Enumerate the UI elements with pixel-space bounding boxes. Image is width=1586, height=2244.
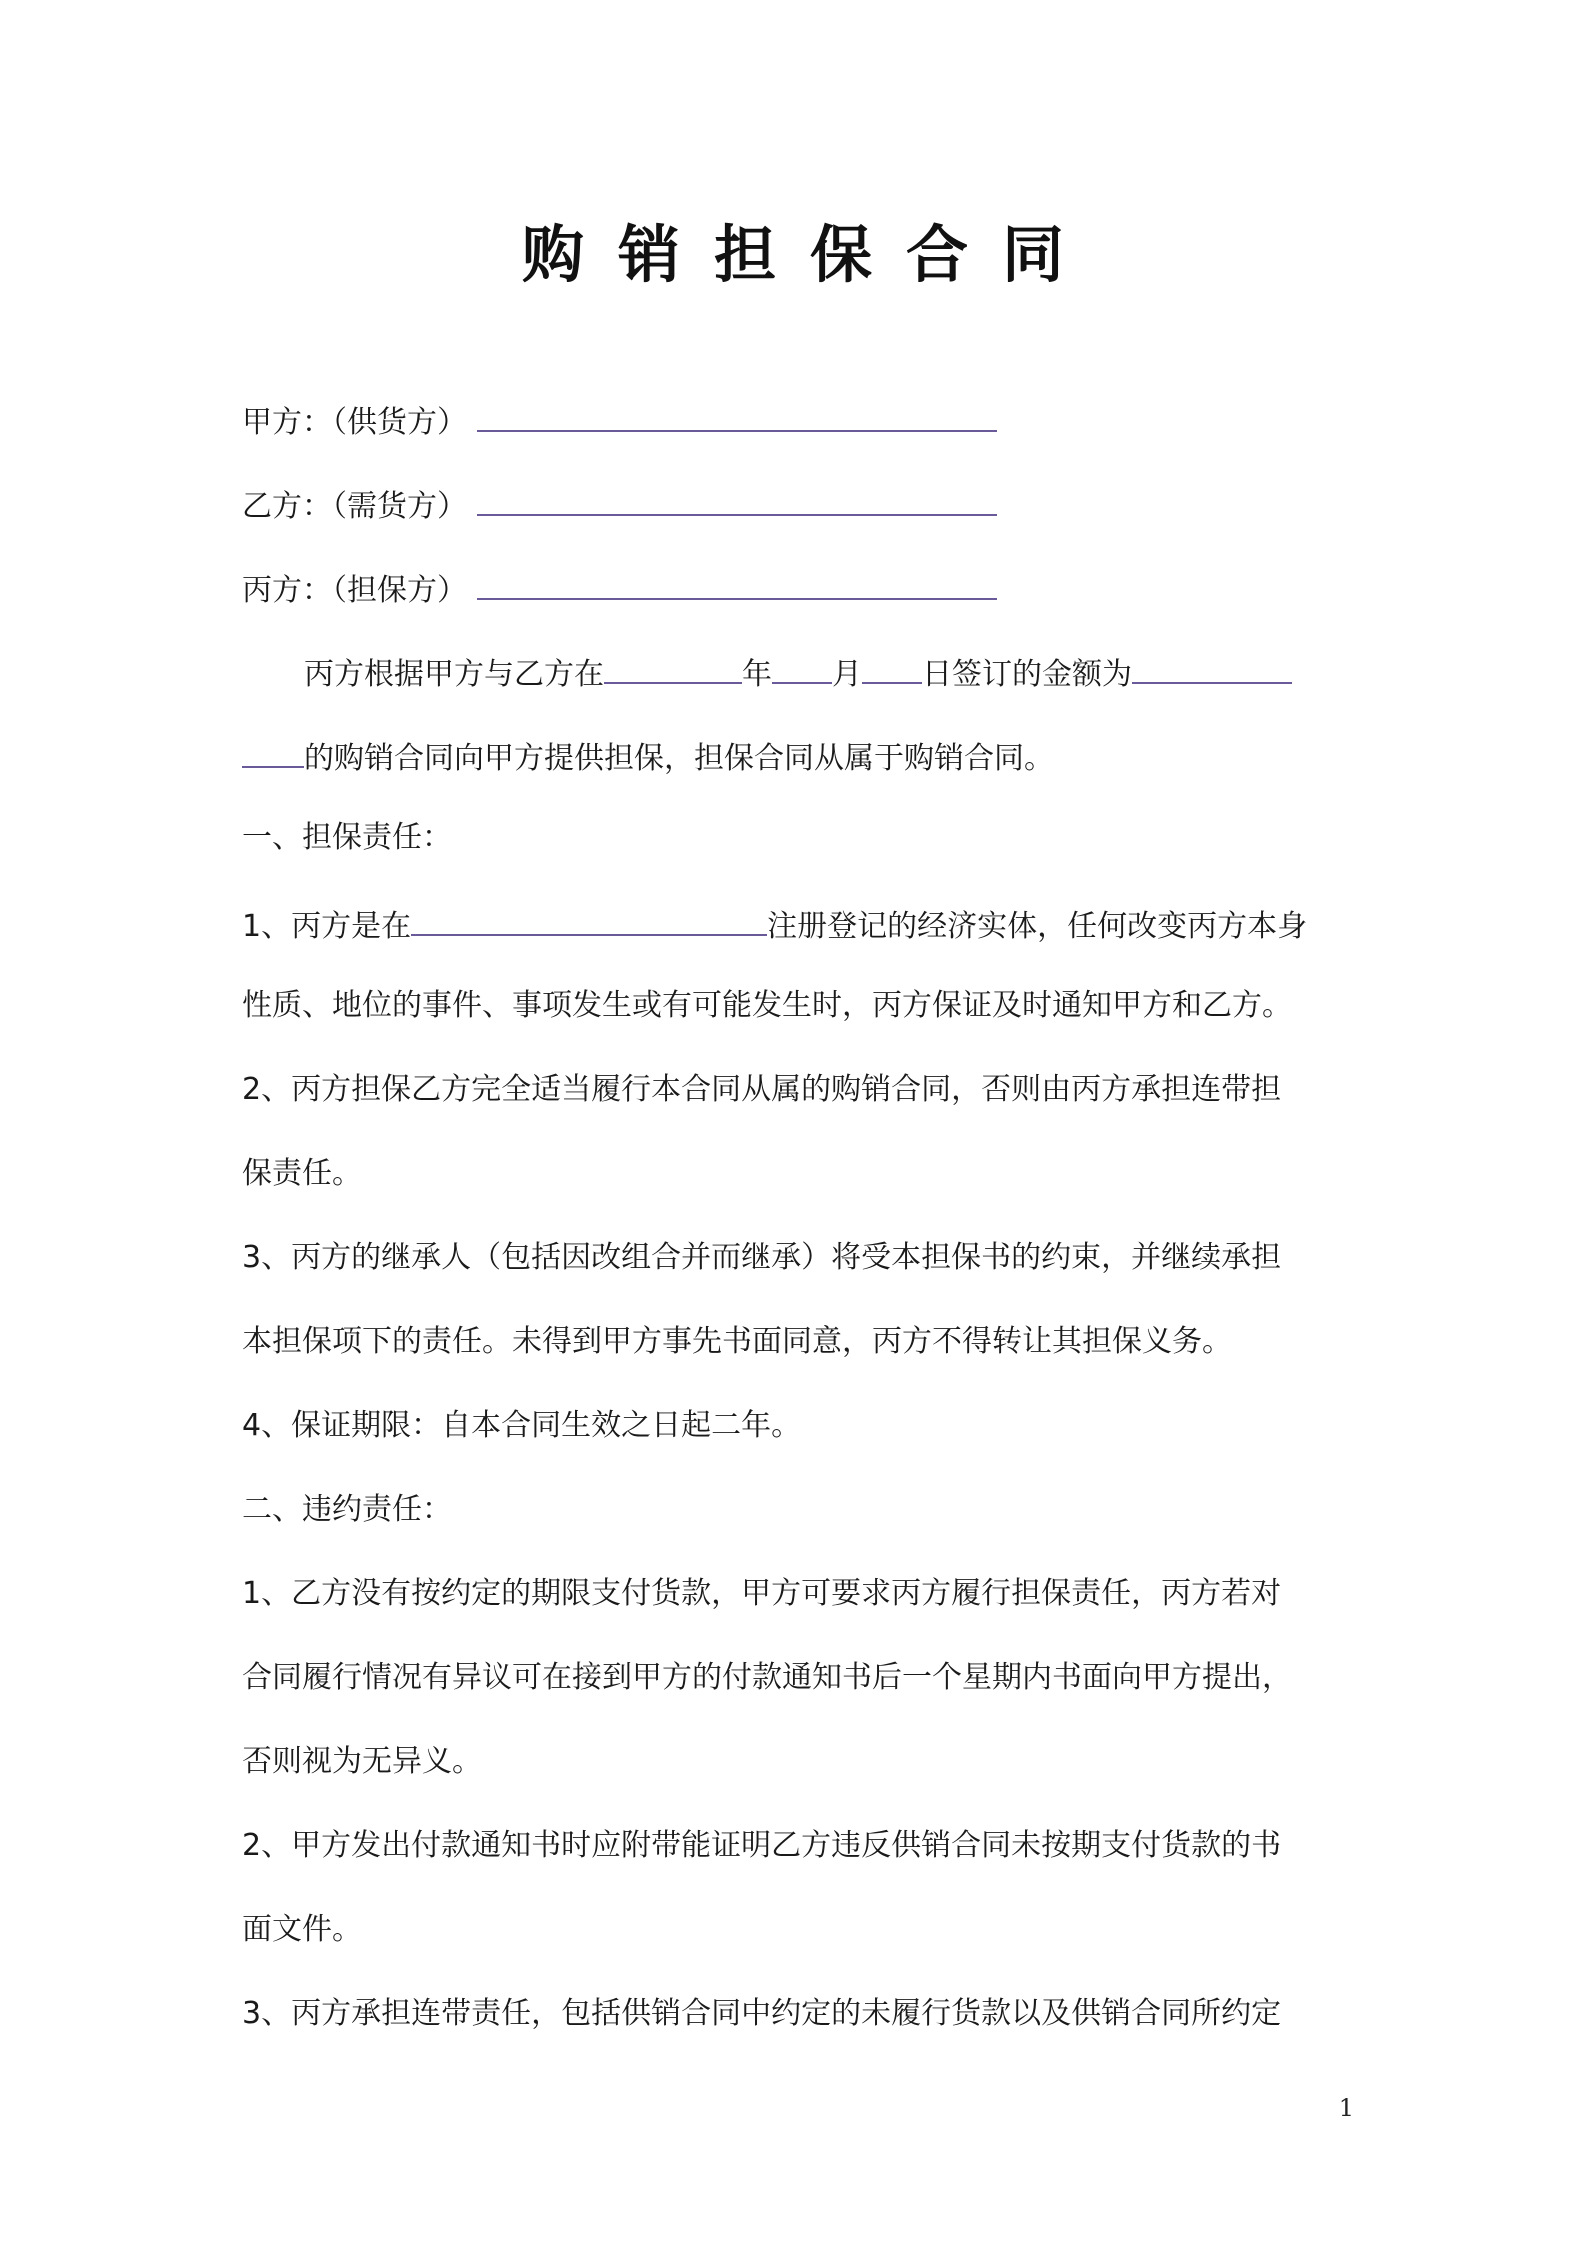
clause-1-2-line-1: 2、丙方担保乙方完全适当履行本合同从属的购销合同，否则由丙方承担连带担 xyxy=(242,1072,1282,1107)
clause-1-3-line-2: 本担保项下的责任。未得到甲方事先书面同意，丙方不得转让其担保义务。 xyxy=(242,1324,1232,1359)
clause-1-4: 4、保证期限：自本合同生效之日起二年。 xyxy=(242,1408,802,1443)
clause-1-3-line-1: 3、丙方的继承人（包括因改组合并而继承）将受本担保书的约束，并继续承担 xyxy=(242,1240,1282,1275)
clause-1-1-text-b: 注册登记的经济实体，任何改变丙方本身 xyxy=(767,909,1308,944)
year-label: 年 xyxy=(742,657,772,692)
party-b-line xyxy=(242,482,1354,527)
party-c-label: 丙方：（担保方） xyxy=(242,573,467,608)
registration-place-blank[interactable] xyxy=(411,902,767,936)
clause-1-1-text-a: 1、丙方是在 xyxy=(242,909,412,944)
date-month-blank[interactable] xyxy=(772,650,832,684)
amount-blank[interactable] xyxy=(1132,650,1292,684)
clause-2-2-line-2: 面文件。 xyxy=(242,1912,362,1947)
party-a-blank[interactable] xyxy=(477,398,997,432)
clause-1-1-line-2: 性质、地位的事件、事项发生或有可能发生时，丙方保证及时通知甲方和乙方。 xyxy=(242,988,1292,1023)
party-b-blank[interactable] xyxy=(477,482,997,516)
clause-2-3-line-1: 3、丙方承担连带责任，包括供销合同中约定的未履行货款以及供销合同所约定 xyxy=(242,1996,1282,2031)
document-title: 购销担保合同 xyxy=(521,218,1098,291)
clause-2-1-line-3: 否则视为无异义。 xyxy=(242,1744,482,1779)
party-c-blank[interactable] xyxy=(477,566,997,600)
section-2-heading: 二、违约责任： xyxy=(242,1492,452,1527)
clause-2-1-line-2: 合同履行情况有异议可在接到甲方的付款通知书后一个星期内书面向甲方提出， xyxy=(242,1660,1292,1695)
clause-1-1-line-1 xyxy=(242,902,1354,947)
intro-line-2 xyxy=(242,734,1354,779)
amount-blank-continued[interactable] xyxy=(242,734,304,768)
section-1-heading: 一、担保责任： xyxy=(242,820,452,855)
party-b-label: 乙方：（需货方） xyxy=(242,489,467,524)
day-label: 日签订的金额为 xyxy=(922,657,1132,692)
month-label: 月 xyxy=(832,657,862,692)
clause-2-1-line-1: 1、乙方没有按约定的期限支付货款，甲方可要求丙方履行担保责任，丙方若对 xyxy=(242,1576,1282,1611)
date-day-blank[interactable] xyxy=(862,650,922,684)
intro-text-2: 的购销合同向甲方提供担保，担保合同从属于购销合同。 xyxy=(304,741,1054,776)
intro-line-1 xyxy=(242,650,1354,695)
clause-2-2-line-1: 2、甲方发出付款通知书时应附带能证明乙方违反供销合同未按期支付货款的书 xyxy=(242,1828,1282,1863)
party-a-label: 甲方：（供货方） xyxy=(242,405,467,440)
clause-1-2-line-2: 保责任。 xyxy=(242,1156,362,1191)
intro-text-1: 丙方根据甲方与乙方在 xyxy=(304,657,604,692)
party-a-line xyxy=(242,398,1354,443)
page-number: 1 xyxy=(1338,2094,1354,2122)
date-year-blank[interactable] xyxy=(604,650,742,684)
party-c-line xyxy=(242,566,1354,611)
